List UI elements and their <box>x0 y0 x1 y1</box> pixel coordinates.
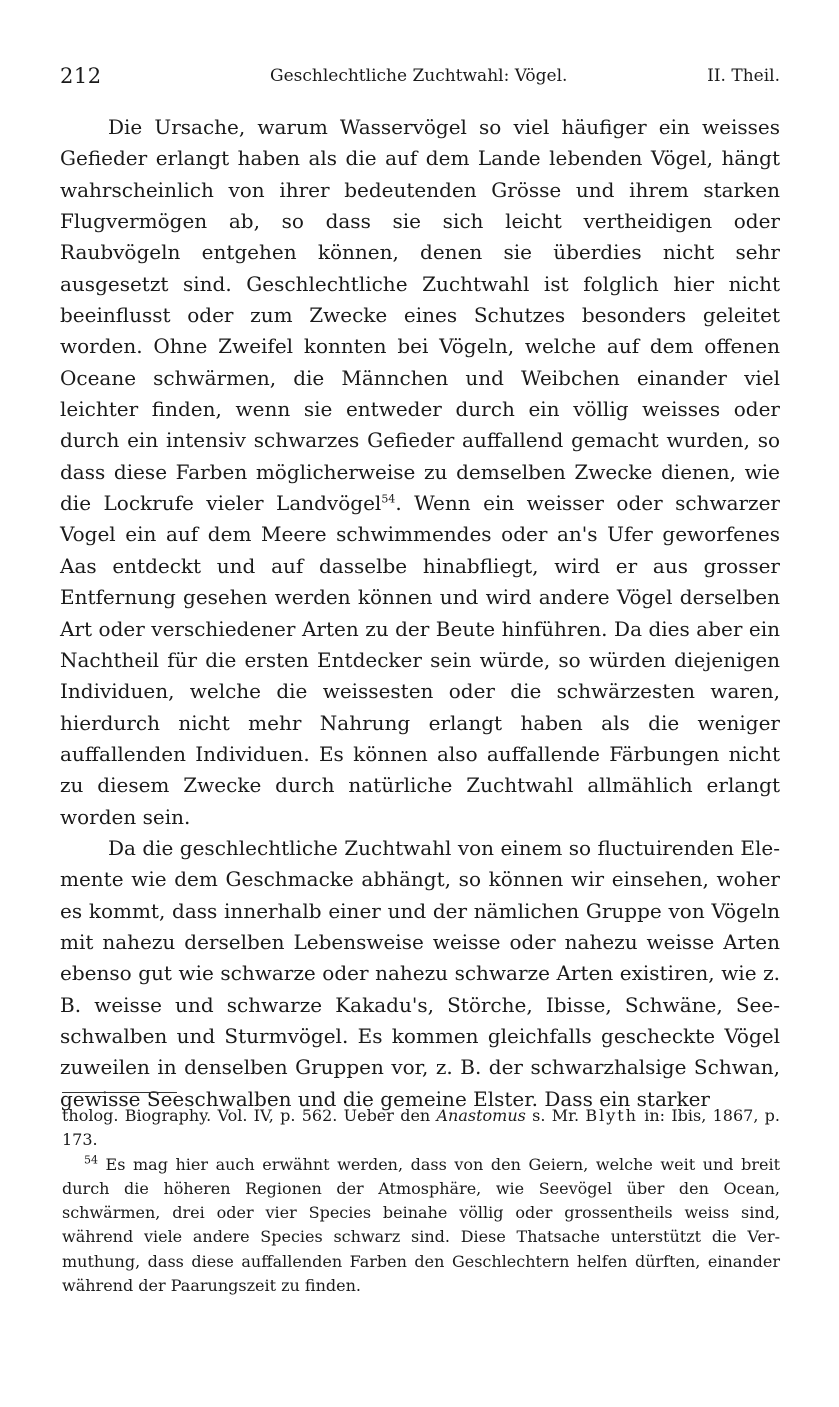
paragraph-1-text: Die Ursache, warum Wasservögel so viel häufiger ein weisses Gefieder erlangt haben als die auf dem Lande lebenden Vögel, hängt wahrscheinlich von ihrer bedeutenden Grösse und ihrem starken Flugvermögen ab, so dass sie sich leicht vertheidigen oder Raubvögeln entgehen können, denen sie überdies nicht sehr ausgesetzt sind. Geschlechtliche Zuchtwahl ist folglich hier nicht beeinflusst oder zum Zwecke eines Schutzes besonders geleitet worden. Ohne Zweifel konnten bei Vögeln, welche auf dem offenen Oceane schwärmen, die Männchen und Weibchen einander viel leichter finden, wenn sie entweder durch ein völlig weisses oder durch ein intensiv schwarzes Gefieder auffallend gemacht wurden, so dass diese Farben möglicherweise zu demselben Zwecke dienen, wie die Lockrufe vieler Landvögel <box>60 115 780 516</box>
page-header <box>60 64 780 92</box>
main-text <box>60 112 780 1115</box>
paragraph-1 <box>60 112 780 833</box>
footnote-continued-text-b: s. Mr. <box>525 1106 586 1125</box>
part-label: II. Theil. <box>707 66 780 86</box>
footnote-54-text: Es mag hier auch erwähnt werden, dass von den Geiern, welche weit und breit durch die höheren Regionen der Atmosphäre, wie Seevögel über den Ocean, schwärmen, drei oder vier Species beinahe völlig oder grossentheils weiss sind, während viele andere Species schwarz sind. Diese Thatsache unterstützt die Vermuthung, dass diese auffallenden Farben den Geschlechtern helfen dürften, einander während der Paarungszeit zu finden. <box>62 1154 780 1296</box>
footnotes <box>62 1104 780 1298</box>
footnote-continued <box>62 1104 780 1153</box>
running-title: Geschlechtliche Zuchtwahl: Vögel. <box>270 66 568 86</box>
paragraph-1-continuation: . Wenn ein weisser oder schwarzer Vogel ein auf dem Meere schwimmendes oder an's Ufer geworfenes Aas entdeckt und auf dasselbe hinabfliegt, wird er aus grosser Entfernung gesehen werden können und wird andere Vögel derselben Art oder verschiedener Arten zu der Beute hinführen. Da dies aber ein Nachtheil für die ersten Entdecker sein würde, so würden diejenigen Individuen, welche die weissesten oder die schwärzesten waren, hierdurch nicht mehr Nahrung erlangt haben als die weniger auffallenden Individuen. Es können also auffallende Färbungen nicht zu diesem Zwecke durch natürliche Zuchtwahl allmählich erlangt worden sein. <box>60 491 780 829</box>
footnote-continued-text-a: tholog. Biography. Vol. IV, p. 562. Ueber den <box>62 1106 437 1125</box>
page-number: 212 <box>60 64 102 88</box>
footnote-54 <box>62 1153 780 1299</box>
footnote-continued-text-c: in: Ibis, 1867, p. 173. <box>62 1106 780 1150</box>
paragraph-2: Da die geschlechtliche Zuchtwahl von einem so fluctuirenden Elemente wie dem Geschmacke abhängt, so können wir einsehen, woher es kommt, dass innerhalb einer und der nämlichen Gruppe von Vögeln mit nahezu derselben Lebensweise weisse oder nahezu weisse Arten ebenso gut wie schwarze oder nahezu schwarze Arten existiren, wie z. B. weisse und schwarze Kakadu's, Störche, Ibisse, Schwäne, Seeschwalben und Sturmvögel. Es kommen gleichfalls gescheckte Vögel zuweilen in denselben Gruppen vor, z. B. der schwarzhalsige Schwan, gewisse Seeschwalben und die gemeine Elster. Dass ein starker <box>60 835 780 1111</box>
footnote-author-name: Blyth <box>585 1106 638 1125</box>
footnote-genus-name: Anastomus <box>436 1106 526 1125</box>
footnote-reference-54: 54 <box>381 492 396 506</box>
footnote-divider <box>62 1092 177 1093</box>
footnote-number-54: 54 <box>84 1153 98 1167</box>
